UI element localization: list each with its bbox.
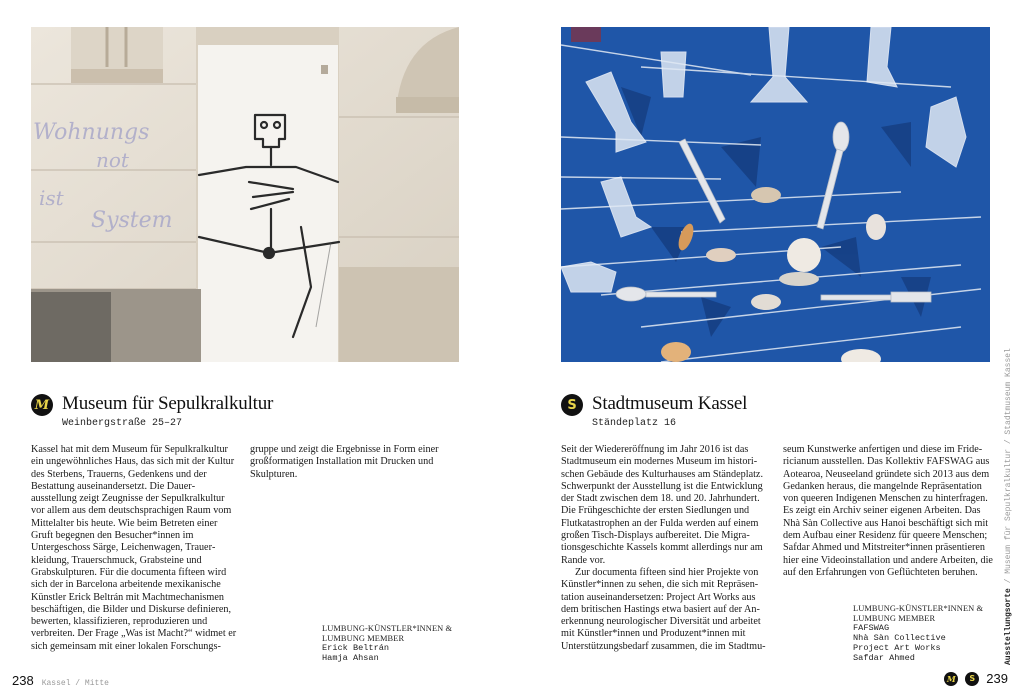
museum-title: Museum für Sepulkralkultur	[62, 393, 274, 414]
artist-credits	[322, 624, 452, 663]
body-column-1	[31, 444, 237, 653]
body-paragraph: Kassel hat mit dem Museum für Sepulkralkultur ein ungewöhnliches Haus, das sich mit der Kultur des Sterbens, Trauerns, Gedenkens und der Bestattung auseinandersetzt. Die Dauerausstellung zeigt Zeugnisse der Sepulkralkultur vor allem aus dem deutschsprachigen Raum vom Mittelalter bis heute. Wie beim Betreten einer Gruft begegnen den Besucher*innen im Untergeschoss Särge, Leichenwagen, Trauerkleidung, Trauerschmuck, Grabsteine und Grabskulpturen. Für die documenta fifteen wird sich der in Barcelona arbeitende mexikanische Künstler Erick Beltrán mit Machtmechanismen beschäftigen, die Bilder und Diskurse definieren, bewerten, klassifizieren, reproduzieren und verbreiten. Der Frage „Was ist Macht?“ widmet er sich gemeinsam mit einer lokalen Forschungs-	[31, 444, 237, 652]
museum-title: Stadtmuseum Kassel	[592, 393, 748, 414]
body-paragraph: Zur documenta fifteen sind hier Projekte von Künstler*innen zu sehen, die sich mit Repräsentation auseinandersetzen: Project Art Works aus dem britischen Hastings etwa basiert auf der Anerkennung neurologischer Diversität und arbeitet mit Künstler*innen und Produzent*innen mit Unterstützungsbedarf zusammen, die im Stadtmu-	[561, 566, 766, 652]
section-heading-sepulkral	[31, 393, 273, 431]
artist-name: Erick Beltrán	[322, 643, 390, 653]
artist-name: Nhà Sàn Collective	[853, 633, 946, 643]
museum-sepulkral-mini-logo-icon: M	[944, 672, 958, 686]
photo-sepulkral-facade	[31, 27, 459, 362]
credits-caption: LUMBUNG-KÜNSTLER*INNEN &	[853, 604, 984, 613]
running-head: Kassel / Mitte	[41, 679, 109, 688]
artist-name: Project Art Works	[853, 643, 941, 653]
side-running-head-section: Ausstellungsorte	[1004, 588, 1013, 665]
artist-name: FAFSWAG	[853, 623, 890, 633]
page-number: 238	[12, 673, 34, 688]
right-page	[510, 0, 1020, 697]
body-column-1	[561, 444, 771, 653]
photo-stadtmuseum-installation	[561, 27, 990, 362]
artist-credits	[853, 604, 983, 663]
credits-caption: LUMBUNG MEMBER	[322, 633, 405, 643]
body-column-2	[250, 444, 455, 481]
credits-caption: LUMBUNG MEMBER	[853, 613, 936, 623]
side-running-head-rest: / Museum für Sepulkralkultur / Stadtmuseum Kassel	[1004, 348, 1013, 589]
body-column-2	[783, 444, 996, 579]
folio-right	[944, 671, 1008, 686]
folio-left	[12, 673, 109, 688]
artist-name: Hamja Ahsan	[322, 653, 379, 663]
svg-text:Wohnungs: Wohnungs	[33, 120, 150, 145]
facade-graffiti-image	[31, 27, 459, 362]
artist-name: Safdar Ahmed	[853, 653, 915, 663]
svg-text:System: System	[91, 208, 173, 233]
museum-address: Ständeplatz 16	[592, 418, 677, 429]
section-heading-stadtmuseum	[561, 393, 747, 431]
stadtmuseum-logo-icon: S	[561, 394, 583, 416]
svg-text:not: not	[96, 148, 129, 172]
body-paragraph: Seit der Wiedereröffnung im Jahr 2016 ist das Stadtmuseum ein modernes Museum im historischen Gebäude des Kulturhauses am Ständeplatz. Schwerpunkt der Ausstellung ist die Entwicklung der Stadt zwischen dem 18. und 20. Jahrhundert. Die Frühgeschichte der ersten Siedlungen und Flutkatastrophen an der Fulda werden auf einem großen Tisch-Displays aufbereitet. Die Migrationsgeschichte Kassels kommt allerdings nur am Rande vor.	[561, 444, 763, 566]
body-paragraph: seum Kunstwerke anfertigen und diese im Fridericianum ausstellen. Das Kollektiv FAFSWAG aus Aotearoa, Neuseeland gründete sich 2013 aus dem Gedanken heraus, die mangelnde Repräsentation von queeren Indigenen Menschen zu hinterfragen. Es zeigt ein Archiv seiner eigenen Arbeiten. Das Nhà Sàn Collective aus Hanoi beschäftigt sich mit dem Aufbau einer Residenz für queere Menschen; Safdar Ahmed und Mitstreiter*innen präsentieren hier eine Videoinstallation und andere Arbeiten, die auf den Erfahrungen von Geflüchteten beruhen.	[783, 444, 993, 578]
museum-sepulkral-logo-icon: M	[31, 394, 53, 416]
cutlery-installation-image	[561, 27, 990, 362]
museum-address: Weinbergstraße 25–27	[62, 418, 183, 429]
page-number: 239	[986, 671, 1008, 686]
credits-caption: LUMBUNG-KÜNSTLER*INNEN &	[322, 624, 453, 633]
svg-text:ist: ist	[39, 186, 64, 210]
side-running-head	[1003, 348, 1015, 665]
body-paragraph: gruppe und zeigt die Ergebnisse in Form einer großformatigen Installation mit Drucken und Skulpturen.	[250, 444, 439, 480]
stadtmuseum-mini-logo-icon: S	[965, 672, 979, 686]
